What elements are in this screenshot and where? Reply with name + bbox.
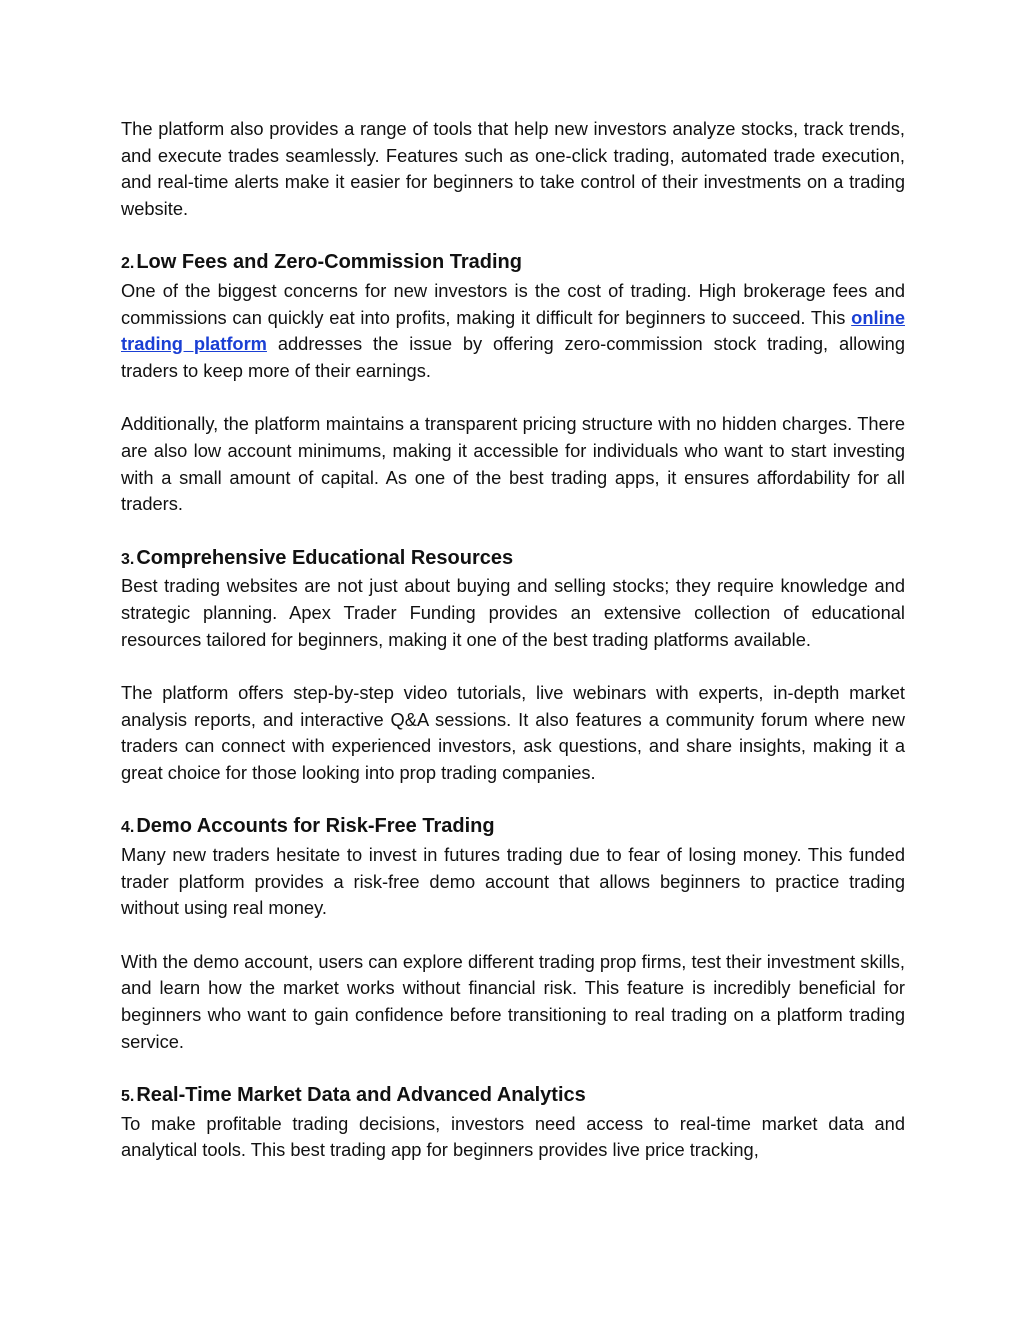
section-number: 2. (121, 255, 135, 273)
section-3-paragraph-2: The platform offers step-by-step video tutorials, live webinars with experts, in-depth market analysis reports, and interactive Q&A sessions. It also features a community forum where new traders can connect with experienced investors, ask questions, and share insights, making it a great choice for those looking into prop trading companies. (121, 682, 905, 783)
section-4-paragraph-1: Many new traders hesitate to invest in futures trading due to fear of losing money. This funded trader platform provides a risk-free demo account that allows beginners to practice trading without using real money. (121, 844, 905, 919)
section-5-paragraph-1: To make profitable trading decisions, investors need access to real-time market data and analytical tools. This best trading app for beginners provides live price tracking, (121, 1112, 905, 1161)
paragraph-text: addresses the issue by offering zero-commission stock trading, allowing traders to keep more of their earnings. (121, 333, 905, 381)
section-heading-3 (121, 545, 905, 574)
section-number: 3. (121, 550, 135, 568)
section-2-paragraph-2: Additionally, the platform maintains a transparent pricing structure with no hidden charges. There are also low account minimums, making it accessible for individuals who want to start investing with a small amount of capital. As one of the best trading apps, it ensures affordability for all traders. (121, 413, 905, 515)
spacer (121, 1055, 905, 1082)
section-heading-4 (121, 813, 905, 842)
section-title: Comprehensive Educational Resources (136, 546, 514, 569)
section-2-paragraph-1 (121, 278, 905, 384)
spacer (121, 653, 905, 680)
spacer (121, 518, 905, 545)
section-number: 4. (121, 819, 135, 837)
section-heading-2 (121, 249, 905, 278)
paragraph-text: One of the biggest concerns for new investors is the cost of trading. High brokerage fees and commissions can quickly eat into profits, making it difficult for beginners to succeed. This (121, 279, 905, 328)
section-3-paragraph-1: Best trading websites are not just about buying and selling stocks; they require knowledge and strategic planning. Apex Trader Funding provides an extensive collection of educational resources tailored for beginners, making it one of the best trading platforms available. (121, 575, 905, 650)
spacer (121, 786, 905, 813)
online-trading-platform-link[interactable]: online trading platform (121, 306, 905, 355)
section-heading-5 (121, 1082, 905, 1111)
section-4-paragraph-2: With the demo account, users can explore different trading prop firms, test their investment skills, and learn how the market works without financial risk. This feature is incredibly beneficial for beginners who want to gain confidence before transitioning to real trading on a platform trading service. (121, 950, 905, 1052)
spacer (121, 384, 905, 411)
spacer (121, 922, 905, 949)
section-title: Low Fees and Zero-Commission Trading (136, 251, 522, 274)
section-title: Demo Accounts for Risk-Free Trading (136, 815, 495, 838)
section-title: Real-Time Market Data and Advanced Analytics (136, 1084, 586, 1107)
intro-paragraph: The platform also provides a range of tools that help new investors analyze stocks, track trends, and execute trades seamlessly. Features such as one-click trading, automated trade execution, and real-time alerts make it easier for beginners to take control of their investments on a trading website. (121, 118, 905, 219)
section-number: 5. (121, 1088, 135, 1106)
spacer (121, 222, 905, 249)
document-page (121, 116, 905, 1164)
